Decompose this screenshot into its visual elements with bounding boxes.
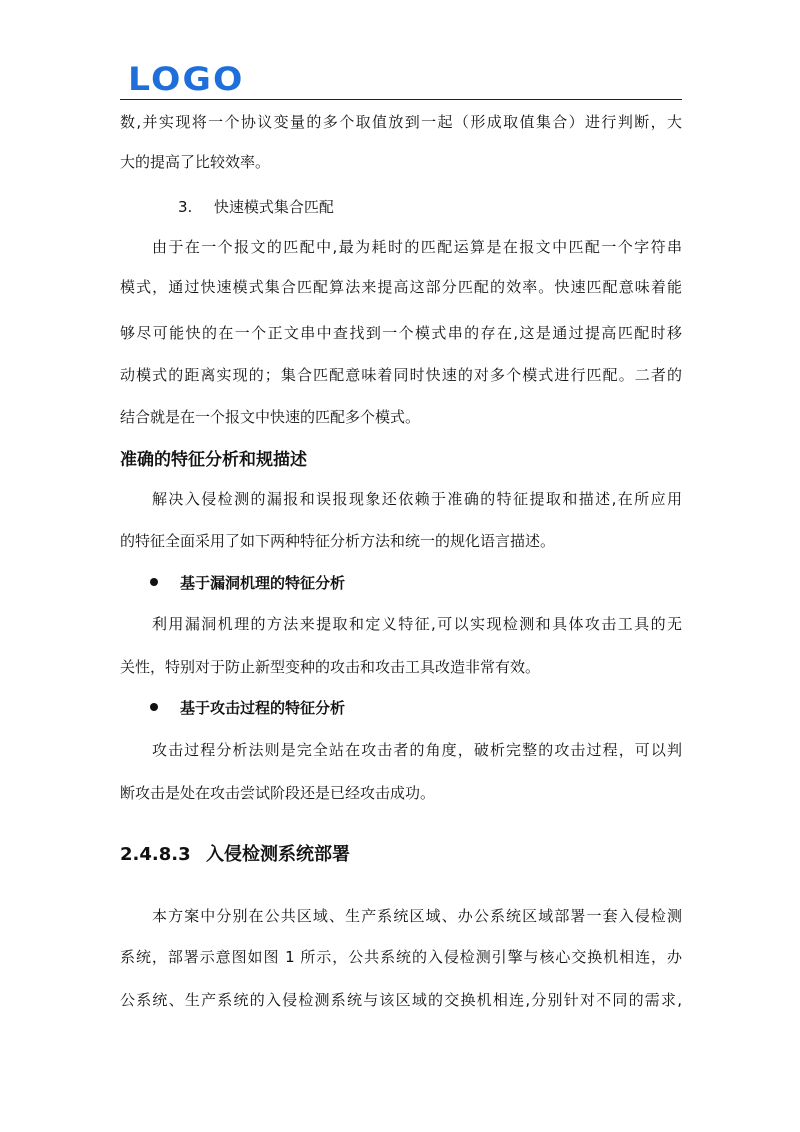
paragraph-line: 攻击过程分析法则是完全站在攻击者的角度，破析完整的攻击过程，可以判 [152, 741, 682, 759]
numbered-item [178, 197, 334, 217]
paragraph-line: 系统，部署示意图如图 1 所示，公共系统的入侵检测引擎与核心交换机相连，办 [120, 948, 682, 966]
paragraph-line: 的特征全面采用了如下两种特征分析方法和统一的规化语言描述。 [120, 532, 556, 550]
paragraph-line: 动模式的距离实现的；集合匹配意味着同时快速的对多个模式进行匹配。二者的 [120, 366, 682, 384]
bullet-dot-icon [150, 703, 158, 711]
paragraph-line: 利用漏洞机理的方法来提取和定义特征,可以实现检测和具体攻击工具的无 [152, 615, 682, 633]
paragraph-line: 由于在一个报文的匹配中,最为耗时的匹配运算是在报文中匹配一个字符串 [152, 238, 682, 256]
item-title: 快速模式集合匹配 [213, 198, 334, 216]
bullet-dot-icon [150, 578, 158, 586]
paragraph-line: 解决入侵检测的漏报和误报现象还依赖于准确的特征提取和描述,在所应用 [152, 490, 682, 508]
section-heading [120, 843, 350, 867]
bullet-text: 基于漏洞机理的特征分析 [180, 574, 346, 592]
subheading: 准确的特征分析和规描述 [120, 450, 307, 470]
paragraph-line: 大的提高了比较效率。 [120, 153, 271, 171]
bullet-text: 基于攻击过程的特征分析 [180, 699, 346, 717]
paragraph-line: 够尽可能快的在一个正文串中查找到一个模式串的存在,这是通过提高匹配时移 [120, 324, 682, 342]
paragraph-line: 模式，通过快速模式集合匹配算法来提高这部分匹配的效率。快速匹配意味着能 [120, 278, 682, 296]
header-divider [120, 99, 682, 100]
paragraph-line: 本方案中分别在公共区域、生产系统区域、办公系统区域部署一套入侵检测 [152, 907, 682, 925]
paragraph-line: 结合就是在一个报文中快速的匹配多个模式。 [120, 408, 421, 426]
section-title: 入侵检测系统部署 [206, 844, 350, 865]
paragraph-line: 数,并实现将一个协议变量的多个取值放到一起（形成取值集合）进行判断，大 [120, 113, 682, 131]
bullet-item [150, 698, 345, 718]
paragraph-line: 断攻击是处在攻击尝试阶段还是已经攻击成功。 [120, 784, 436, 802]
page-header [120, 62, 682, 100]
logo: LOGO [128, 60, 245, 98]
paragraph-line: 公系统、生产系统的入侵检测系统与该区域的交换机相连,分别针对不同的需求, [120, 991, 682, 1009]
bullet-item [150, 573, 345, 593]
section-number: 2.4.8.3 [120, 844, 191, 865]
paragraph-line: 关性，特别对于防止新型变种的攻击和攻击工具改造非常有效。 [120, 658, 541, 676]
item-number: 3. [178, 198, 193, 216]
